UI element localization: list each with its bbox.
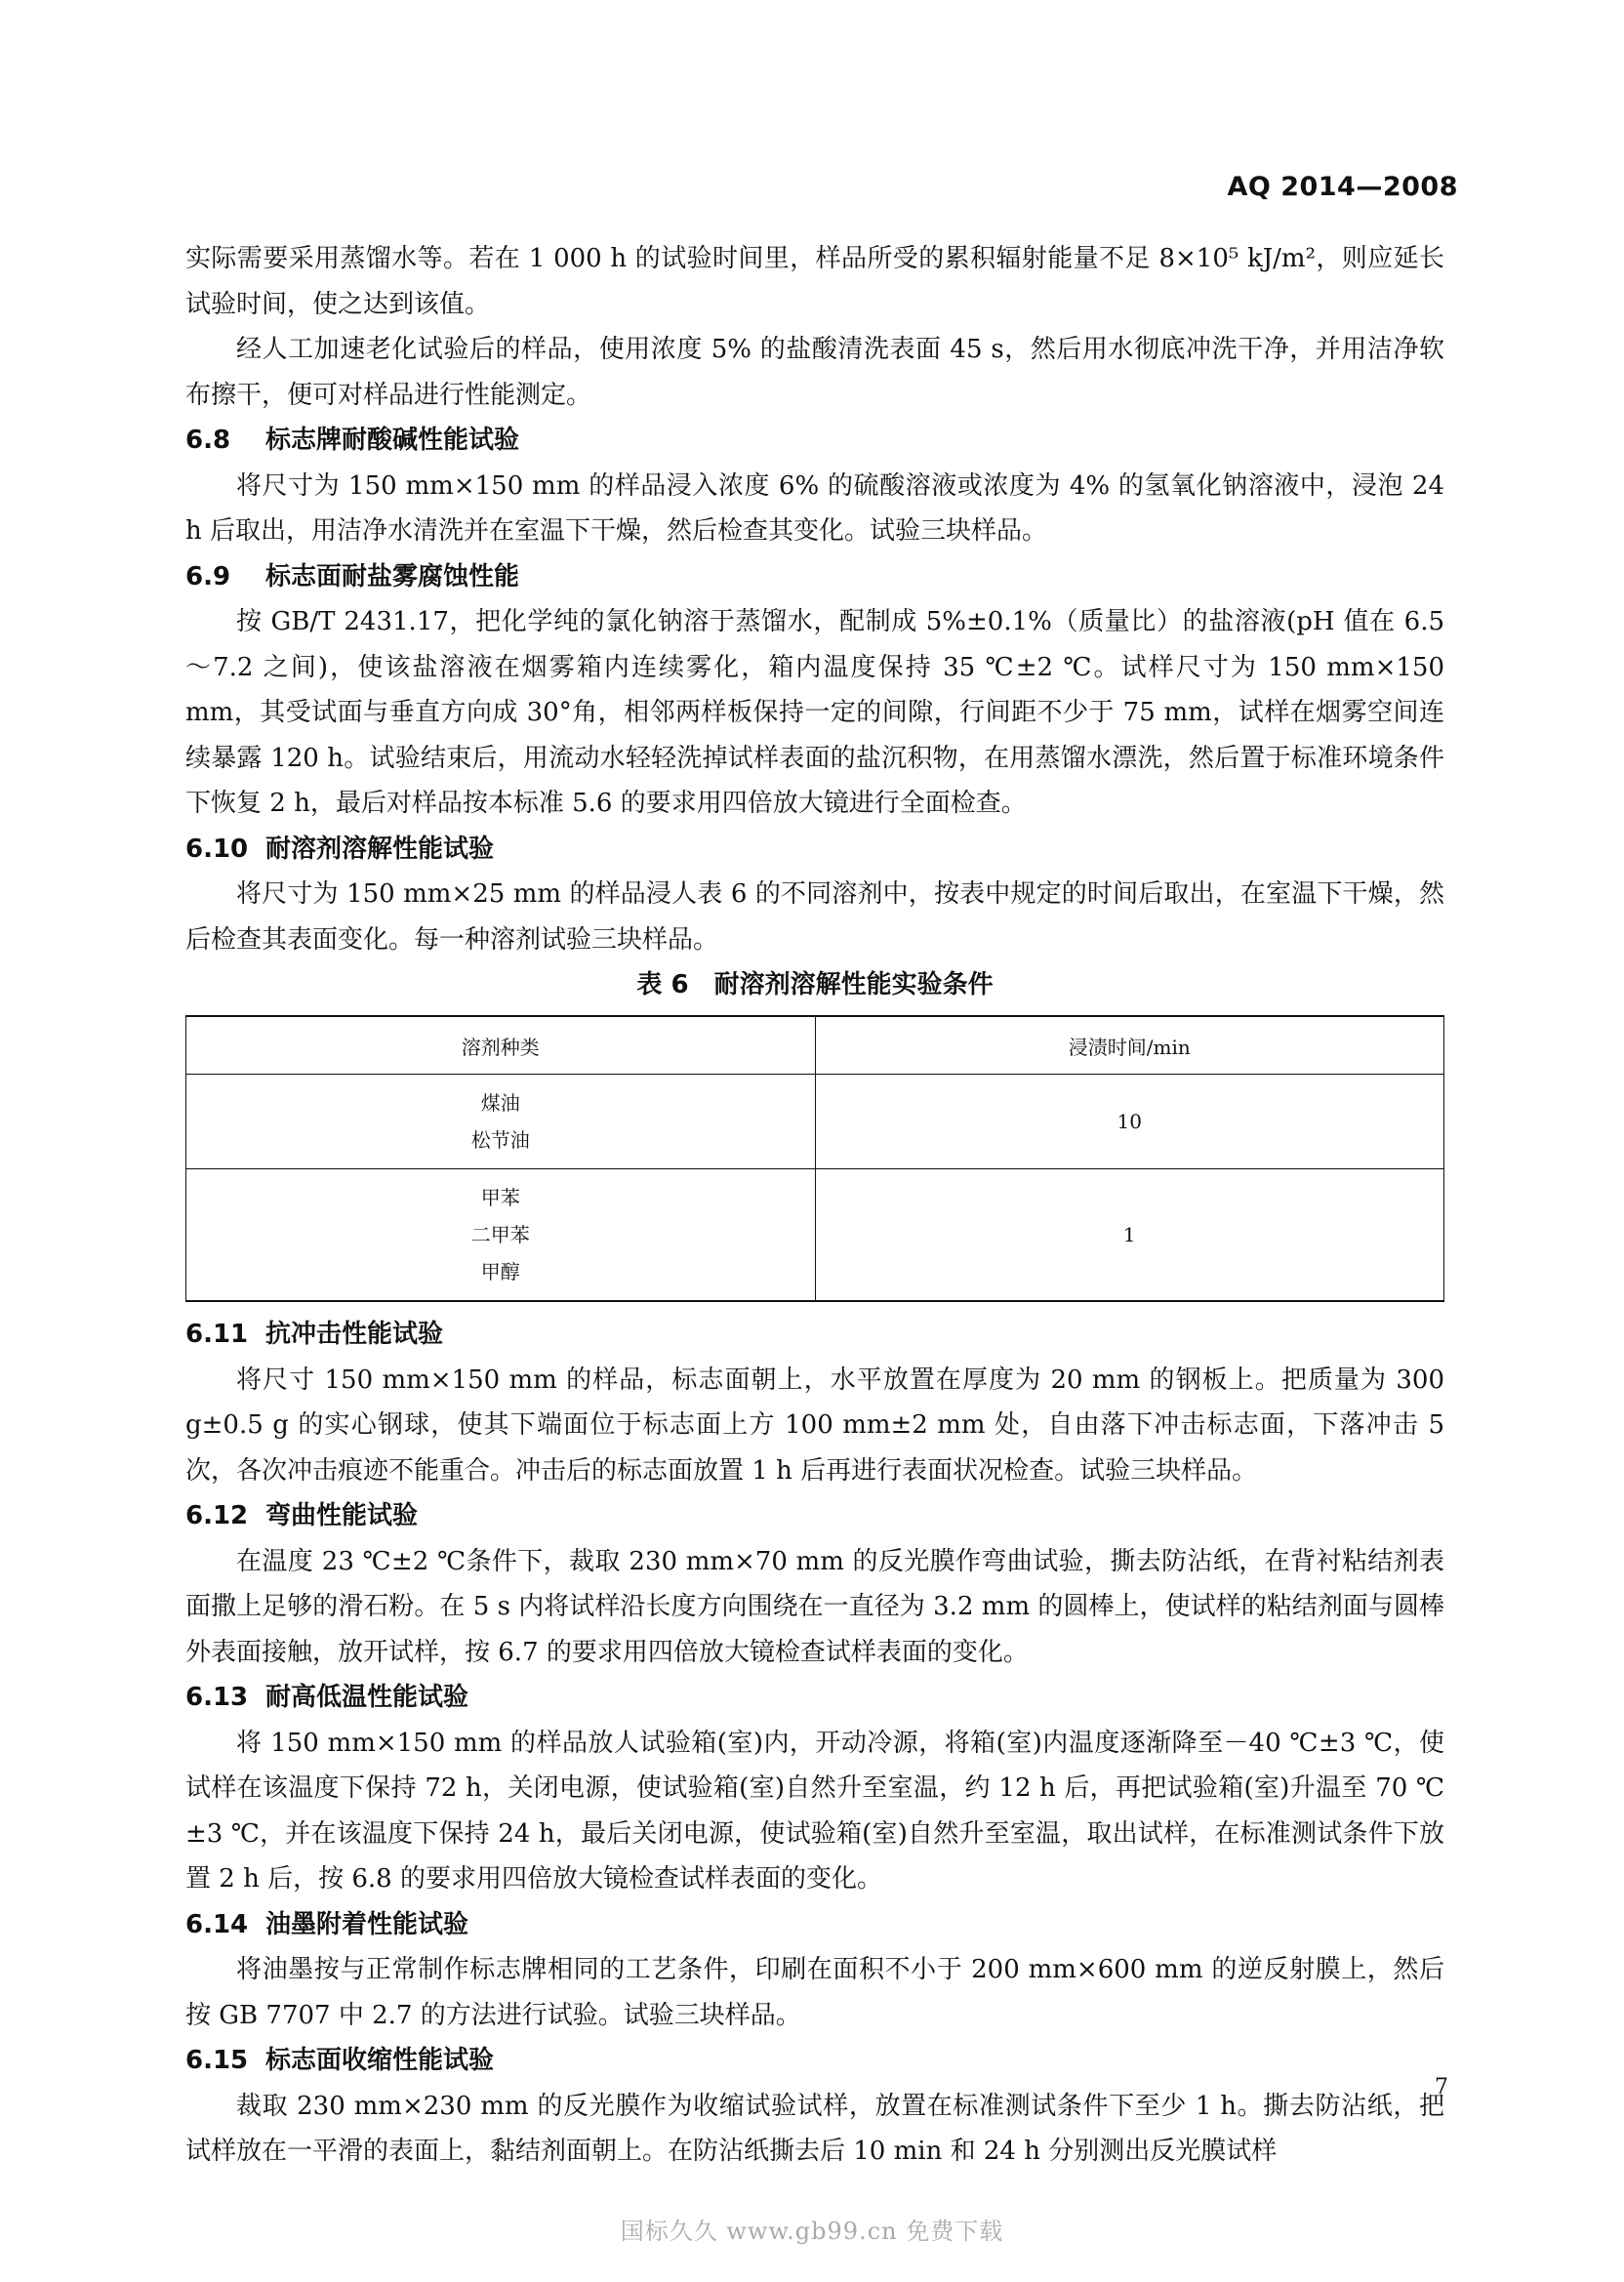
section-title: 标志牌耐酸碱性能试验 [265,426,520,455]
solvent-name: 二甲苯 [470,1223,530,1246]
section-title: 抗冲击性能试验 [265,1320,444,1349]
column-header-solvent: 溶剂种类 [186,1016,816,1075]
paragraph: 将尺寸 150 mm×150 mm 的样品，标志面朝上，水平放置在厚度为 20 mm 的钢板上。把质量为 300 g±0.5 g 的实心钢球，使其下端面位于标志面上方 100 mm±2 mm 处，自由落下冲击标志面，下落冲击 5 次，各次冲击痕迹不能重合。冲击后的标志面放置 1 h 后再进行表面状况检查。试验三块样品。 [185,1365,1444,1486]
paragraph: 将尺寸为 150 mm×25 mm 的样品浸人表 6 的不同溶剂中，按表中规定的时间后取出，在室温下干燥，然后检查其表面变化。每一种溶剂试验三块样品。 [185,879,1444,955]
section-heading-6-15 [185,2038,1444,2084]
section-title: 耐溶剂溶解性能试验 [265,834,495,864]
paragraph: 将油墨按与正常制作标志牌相同的工艺条件，印刷在面积不小于 200 mm×600 mm 的逆反射膜上，然后按 GB 7707 中 2.7 的方法进行试验。试验三块样品。 [185,1955,1444,2030]
table-header-row [186,1016,1444,1075]
page-number: 7 [1435,2075,1448,2099]
section-number: 6.15 [185,2046,249,2075]
section-heading-6-11 [185,1312,1444,1358]
section-title: 弯曲性能试验 [265,1501,419,1530]
paragraph: 将 150 mm×150 mm 的样品放人试验箱(室)内，开动冷源，将箱(室)内温度逐渐降至－40 ℃±3 ℃，使试样在该温度下保持 72 h，关闭电源，使试验箱(室)自然升至室温，约 12 h 后，再把试验箱(室)升温至 70 ℃±3 ℃，并在该温度下保持 24 h，最后关闭电源，使试验箱(室)自然升至室温，取出试样，在标准测试条件下放置 2 h 后，按 6.8 的要求用四倍放大镜检查试样表面的变化。 [185,1728,1444,1894]
paragraph: 按 GB/T 2431.17，把化学纯的氯化钠溶于蒸馏水，配制成 5%±0.1%（质量比）的盐溶液(pH 值在 6.5～7.2 之间)，使该盐溶液在烟雾箱内连续雾化，箱内温度保持 35 ℃±2 ℃。试样尺寸为 150 mm×150 mm，其受试面与垂直方向成 30°角，相邻两样板保持一定的间隙，行间距不少于 75 mm，试样在烟雾空间连续暴露 120 h。试验结束后，用流动水轻轻洗掉试样表面的盐沉积物，在用蒸馏水漂洗，然后置于标准环境条件下恢复 2 h，最后对样品按本标准 5.6 的要求用四倍放大镜进行全面检查。 [185,607,1444,818]
paragraph: 将尺寸为 150 mm×150 mm 的样品浸入浓度 6% 的硫酸溶液或浓度为 4% 的氢氧化钠溶液中，浸泡 24 h 后取出，用洁净水清洗并在室温下干燥，然后检查其变化。试验三块样品。 [185,470,1444,546]
section-number: 6.14 [185,1909,249,1939]
watermark-footer: 国标久久 www.gb99.cn 免费下载 [620,2218,1004,2245]
paragraph: 在温度 23 ℃±2 ℃条件下，裁取 230 mm×70 mm 的反光膜作弯曲试验，撕去防沾纸，在背衬粘结剂表面撒上足够的滑石粉。在 5 s 内将试样沿长度方向围绕在一直径为 3.2 mm 的圆棒上，使试样的粘结剂面与圆棒外表面接触，放开试样，按 6.7 的要求用四倍放大镜检查试样表面的变化。 [185,1546,1444,1667]
section-number: 6.11 [185,1320,249,1349]
solvent-name: 松节油 [470,1128,530,1152]
paragraph: 经人工加速老化试验后的样品，使用浓度 5% 的盐酸清洗表面 45 s，然后用水彻底冲洗干净，并用洁净软布擦干，便可对样品进行性能测定。 [185,335,1444,410]
solvent-cell [186,1169,816,1302]
table-row [186,1075,1444,1169]
section-heading-6-10 [185,827,1444,873]
section-heading-6-12 [185,1493,1444,1539]
paragraph: 裁取 230 mm×230 mm 的反光膜作为收缩试验试样，放置在标准测试条件下至少 1 h。撕去防沾纸，把试样放在一平滑的表面上，黏结剂面朝上。在防沾纸撕去后 10 min 和 24 h 分别测出反光膜试样 [185,2091,1444,2166]
section-number: 6.12 [185,1501,249,1530]
section-heading-6-13 [185,1675,1444,1721]
solvent-name: 甲醇 [480,1260,520,1284]
solvent-name: 煤油 [480,1091,520,1115]
section-number: 6.8 [185,426,231,455]
column-header-time: 浸渍时间/min [815,1016,1444,1075]
time-cell: 1 [815,1169,1444,1302]
table-caption: 表 6 耐溶剂溶解性能实验条件 [636,970,994,999]
solvent-table [185,1015,1444,1302]
paragraph: 实际需要采用蒸馏水等。若在 1 000 h 的试验时间里，样品所受的累积辐射能量不足 8×10⁵ kJ/m²，则应延长试验时间，使之达到该值。 [185,244,1444,319]
solvent-name: 甲苯 [480,1186,520,1209]
section-title: 耐高低温性能试验 [265,1683,469,1712]
section-heading-6-14 [185,1902,1444,1948]
standard-code: AQ 2014—2008 [1227,172,1458,202]
time-cell: 10 [815,1075,1444,1169]
section-heading-6-8 [185,418,1444,464]
solvent-cell [186,1075,816,1169]
section-heading-6-9 [185,554,1444,600]
section-title: 油墨附着性能试验 [265,1909,469,1939]
section-number: 6.13 [185,1683,249,1712]
section-title: 标志面收缩性能试验 [265,2046,495,2075]
section-number: 6.9 [185,561,231,591]
section-number: 6.10 [185,834,249,864]
document-body [185,236,1444,2175]
table-row [186,1169,1444,1302]
section-title: 标志面耐盐雾腐蚀性能 [265,561,520,591]
